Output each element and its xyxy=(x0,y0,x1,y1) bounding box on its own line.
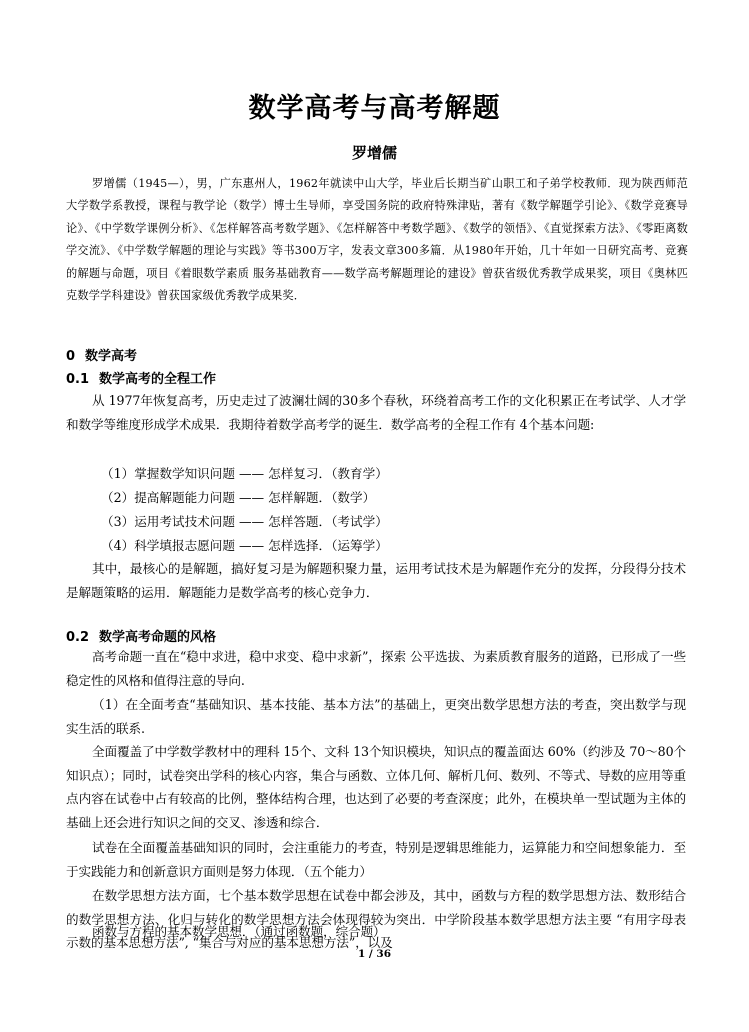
page-number: 1 / 36 xyxy=(357,948,392,960)
paragraph-methods: 在数学思想方法方面，七个基本数学思想在试卷中都会涉及，其中，函数与方程的数学思想方法、数形结合的数学思想方法、化归与转化的数学思想方法会体现得较为突出．中学阶段基本数学思想方法主要 “有用字母表示数的基本思想方法”, “集合与对应的基本思想方法”，以及 xyxy=(66,888,686,951)
paragraph-function: 函数与方程的基本数学思想．（通过函数题，综合题） xyxy=(92,924,386,939)
list-item: （4）科学填报志愿问题 —— 怎样选择．（运筹学） xyxy=(101,538,388,553)
paragraph-core: 其中，最核心的是解题，搞好复习是为解题积聚力量，运用考试技术是为解题作充分的发挥，分段得分技术是解题策略的运用．解题能力是数学高考的核心竞争力． xyxy=(66,561,686,600)
paragraph-ability: 试卷在全面覆盖基础知识的同时，会注重能力的考查，特别是逻辑思维能力，运算能力和空间想象能力．至于实践能力和创新意识方面则是努力体现．（五个能力） xyxy=(66,840,686,879)
section-number: 0.1 xyxy=(66,372,90,387)
section-title: 数学高考的全程工作 xyxy=(99,372,217,387)
section-heading-0 xyxy=(66,345,137,364)
list-item: （1）掌握数学知识问题 —— 怎样复习．（教育学） xyxy=(101,466,388,481)
author-name: 罗增儒 xyxy=(351,144,397,162)
list-item: （3）运用考试技术问题 —— 怎样答题．（考试学） xyxy=(101,514,388,529)
paragraph-point-1: （1）在全面考查“基础知识、基本技能、基本方法”的基础上，更突出数学思想方法的考查，突出数学与现实生活的联系. xyxy=(66,697,686,736)
paragraph-0-1-intro: 从 1977年恢复高考，历史走过了波澜壮阔的30多个春秋，环绕着高考工作的文化积累正在考试学、人才学和数学等维度形成学术成果．我期待着数学高考学的诞生．数学高考的全程工作有 4个基本问题: xyxy=(66,393,686,432)
section-number: 0 xyxy=(66,349,76,364)
paragraph-0-2-intro: 高考命题一直在“稳中求进，稳中求变、稳中求新”，探索 公平选拔、为素质教育服务的道路，已形成了一些稳定性的风格和值得注意的导向. xyxy=(66,649,686,688)
section-number: 0.2 xyxy=(66,630,90,645)
section-heading-0-2 xyxy=(66,626,216,645)
section-heading-0-1 xyxy=(66,368,216,387)
section-title: 数学高考 xyxy=(85,349,138,364)
section-title: 数学高考命题的风格 xyxy=(99,630,217,645)
author-bio: 罗增儒（1945—），男，广东惠州人，1962年就读中山大学，毕业后长期当矿山职工和子弟学校教师．现为陕西师范大学数学系教授，课程与教学论（数学）博士生导师，享受国务院的政府特殊津贴，著有《数学解题学引论》、《数学竞赛导论》、《中学数学课例分析》、《怎样解答高考数学题》、《怎样解答中考数学题》、《数学的领悟》、《直觉探索方法》、《零距离数学交流》、《中学数学解题的理论与实践》等书300万字，发表文章300多篇．从1980年开始，几十年如一日研究高考、竞赛的解题与命题，项目《着眼数学素质 服务基础教育——数学高考解题理论的建设》曾获省级优秀教学成果奖，项目《奥林匹克数学学科建设》曾获国家级优秀教学成果奖． xyxy=(66,177,688,303)
paragraph-coverage: 全面覆盖了中学数学教材中的理科 15个、文科 13个知识模块，知识点的覆盖面达 60%（约涉及 70～80个知识点）；同时，试卷突出学科的核心内容，集合与函数、立体几何、解析几何、数列、不等式、导数的应用等重点内容在试卷中占有较高的比例，整体结构合理，也达到了必要的考查深度；此外，在模块单一型试题为主体的基础上还会进行知识之间的交叉、渗透和综合． xyxy=(66,744,686,830)
page-title: 数学高考与高考解题 xyxy=(248,93,501,124)
list-item: （2）提高解题能力问题 —— 怎样解题．（数学） xyxy=(101,490,376,505)
